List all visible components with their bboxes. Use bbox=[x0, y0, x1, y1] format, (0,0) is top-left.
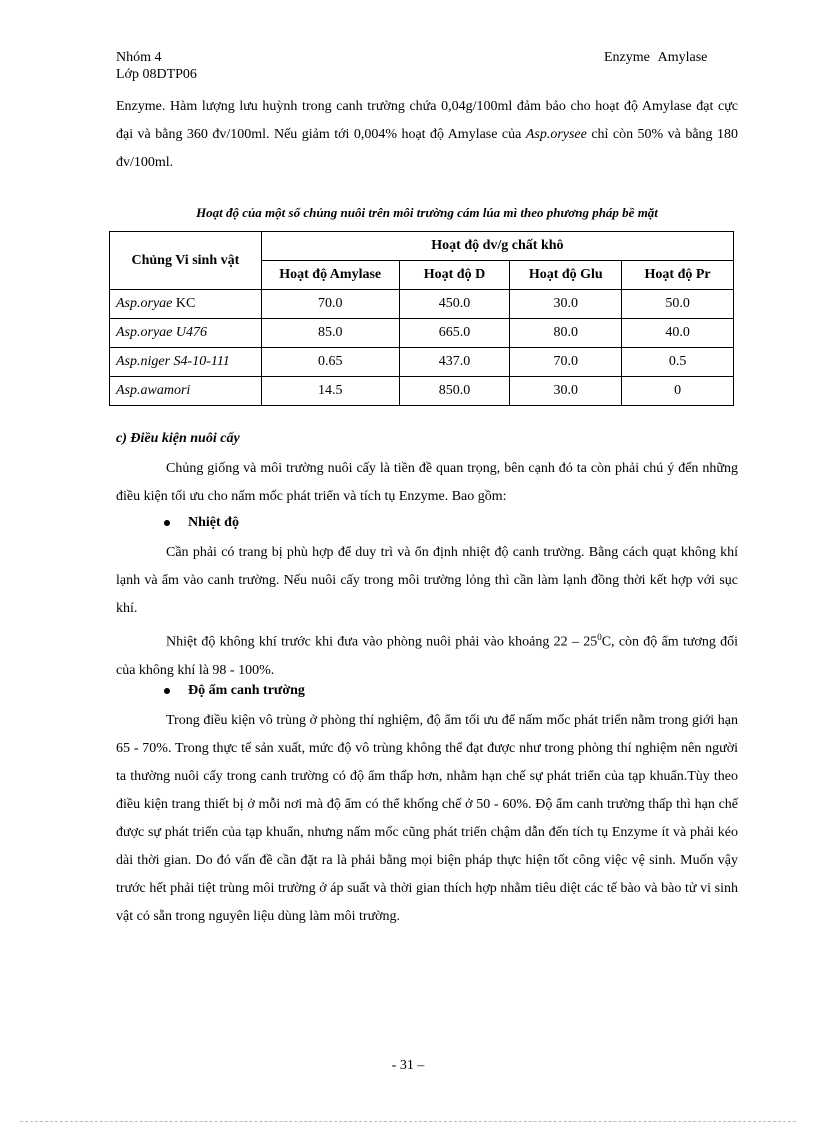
strain-name: Asp.niger S4-10-111 bbox=[116, 354, 230, 369]
intro-species: Asp.orysee bbox=[525, 127, 587, 142]
section-heading: c) Điều kiện nuôi cấy bbox=[116, 431, 240, 446]
bullet-humidity bbox=[164, 683, 305, 699]
bullet-dot-icon bbox=[164, 520, 170, 526]
value-cell: 0.5 bbox=[622, 348, 734, 377]
table-row bbox=[110, 319, 734, 348]
value-cell: 850.0 bbox=[399, 377, 510, 406]
value-cell: 0.65 bbox=[261, 348, 399, 377]
value-cell: 30.0 bbox=[510, 377, 622, 406]
strain-cell bbox=[110, 319, 262, 348]
temp-degree-sup: 0 bbox=[597, 632, 602, 642]
value-cell: 0 bbox=[622, 377, 734, 406]
value-cell: 14.5 bbox=[261, 377, 399, 406]
bullet-dot-icon bbox=[164, 688, 170, 694]
value-cell: 85.0 bbox=[261, 319, 399, 348]
value-cell: 70.0 bbox=[510, 348, 622, 377]
value-cell: 40.0 bbox=[622, 319, 734, 348]
value-cell: 450.0 bbox=[399, 290, 510, 319]
header-strain: Chủng Vi sinh vật bbox=[110, 232, 262, 290]
strain-cell bbox=[110, 290, 262, 319]
intro-paragraph bbox=[116, 93, 738, 177]
value-cell: 80.0 bbox=[510, 319, 622, 348]
bullet-label: Nhiệt độ bbox=[188, 515, 239, 530]
table-header-row bbox=[110, 232, 734, 261]
temp-text-b: C, còn độ ẩm tương đối của không khí là 98 - 100%. bbox=[116, 634, 739, 678]
bullet-temperature bbox=[164, 515, 239, 531]
column-header: Hoạt độ Amylase bbox=[261, 261, 399, 290]
strain-suffix: KC bbox=[172, 296, 196, 311]
header-class: Lớp 08DTP06 bbox=[116, 67, 197, 82]
value-cell: 50.0 bbox=[622, 290, 734, 319]
strain-cell bbox=[110, 348, 262, 377]
temp-text-a: Nhiệt độ không khí trước khi đưa vào phòng nuôi phải vào khoảng 22 – 25 bbox=[166, 634, 598, 650]
bullet-label: Độ ẩm canh trường bbox=[188, 683, 305, 698]
value-cell: 30.0 bbox=[510, 290, 622, 319]
value-cell: 437.0 bbox=[399, 348, 510, 377]
value-cell: 665.0 bbox=[399, 319, 510, 348]
intro-part1: Enzyme. Hàm lượng lưu huỳnh trong canh trường chứa 0,04g/100ml đảm bảo cho hoạt độ Amylase đạt cực đại và bằng 360 đv/100ml. Nếu giảm tới 0,004% hoạt độ Amylase của bbox=[116, 99, 738, 142]
header-group: Nhóm 4 bbox=[116, 50, 162, 65]
section-intro-paragraph: Chủng giống và môi trường nuôi cấy là tiền đề quan trọng, bên cạnh đó ta còn phải chú ý đến những điều kiện tối ưu cho nấm mốc phát triển và tích tụ Enzyme. Bao gồm: bbox=[116, 461, 738, 504]
temperature-paragraph-1: Cần phải có trang bị phù hợp để duy trì và ổn định nhiệt độ canh trường. Bằng cách quạt không khí lạnh và ẩm vào canh trường. Nếu nuôi cấy trong môi trường lỏng thì cần làm lạnh đồng thời kết hợp với sục khí. bbox=[116, 545, 738, 616]
header-left bbox=[116, 49, 197, 83]
activity-table bbox=[109, 231, 734, 406]
column-header: Hoạt độ Pr bbox=[622, 261, 734, 290]
temperature-paragraph-2 bbox=[116, 623, 738, 685]
strain-name: Asp.awamori bbox=[116, 383, 191, 398]
strain-name: Asp.oryae bbox=[116, 296, 173, 311]
strain-cell bbox=[110, 377, 262, 406]
header-topic: Enzyme Amylase bbox=[604, 50, 708, 65]
intro-part2: chỉ còn 50% và bằng 180 đv/100ml. bbox=[116, 127, 738, 170]
humidity-paragraph: Trong điều kiện vô trùng ở phòng thí nghiệm, độ ẩm tối ưu để nấm mốc phát triển nằm trong giới hạn 65 - 70%. Trong thực tế sản xuất, mức độ vô trùng không thể đạt được như trong phòng thí nghiệm nên người ta thường nuôi cấy trong canh trường có độ ẩm thấp hơn, nhằm hạn chế sự phát triển của tạp khuẩn.Tùy theo điều kiện trang thiết bị ở mỗi nơi mà độ ẩm có thể khống chế ở 50 - 60%. Độ ẩm canh trường thấp thì hạn chế được sự phát triển của tạp khuẩn, nhưng nấm mốc cũng phát triển chậm dẫn đến tích tụ Enzyme ít và phải kéo dài thời gian. Do đó vấn đề cần đặt ra là phải bằng mọi biện pháp thực hiện tốt công việc vệ sinh. Muốn vậy trước hết phải tiệt trùng môi trường ở áp suất và thời gian thích hợp nhằm tiêu diệt các tế bào và bào tử vi sinh vật có sẵn trong nguyên liệu dùng làm môi trường. bbox=[116, 713, 738, 924]
strain-name: Asp.oryae U476 bbox=[116, 325, 207, 340]
page-number: - 31 – bbox=[391, 1058, 425, 1073]
table-row bbox=[110, 290, 734, 319]
page-bottom-divider bbox=[20, 1121, 796, 1122]
table-caption: Hoạt độ của một số chủng nuôi trên môi trường cám lúa mì theo phương pháp bề mặt bbox=[196, 205, 658, 220]
column-header: Hoạt độ D bbox=[399, 261, 510, 290]
table-row bbox=[110, 348, 734, 377]
column-header: Hoạt độ Glu bbox=[510, 261, 622, 290]
header-group: Hoạt độ dv/g chất khô bbox=[261, 232, 733, 261]
table-row bbox=[110, 377, 734, 406]
value-cell: 70.0 bbox=[261, 290, 399, 319]
